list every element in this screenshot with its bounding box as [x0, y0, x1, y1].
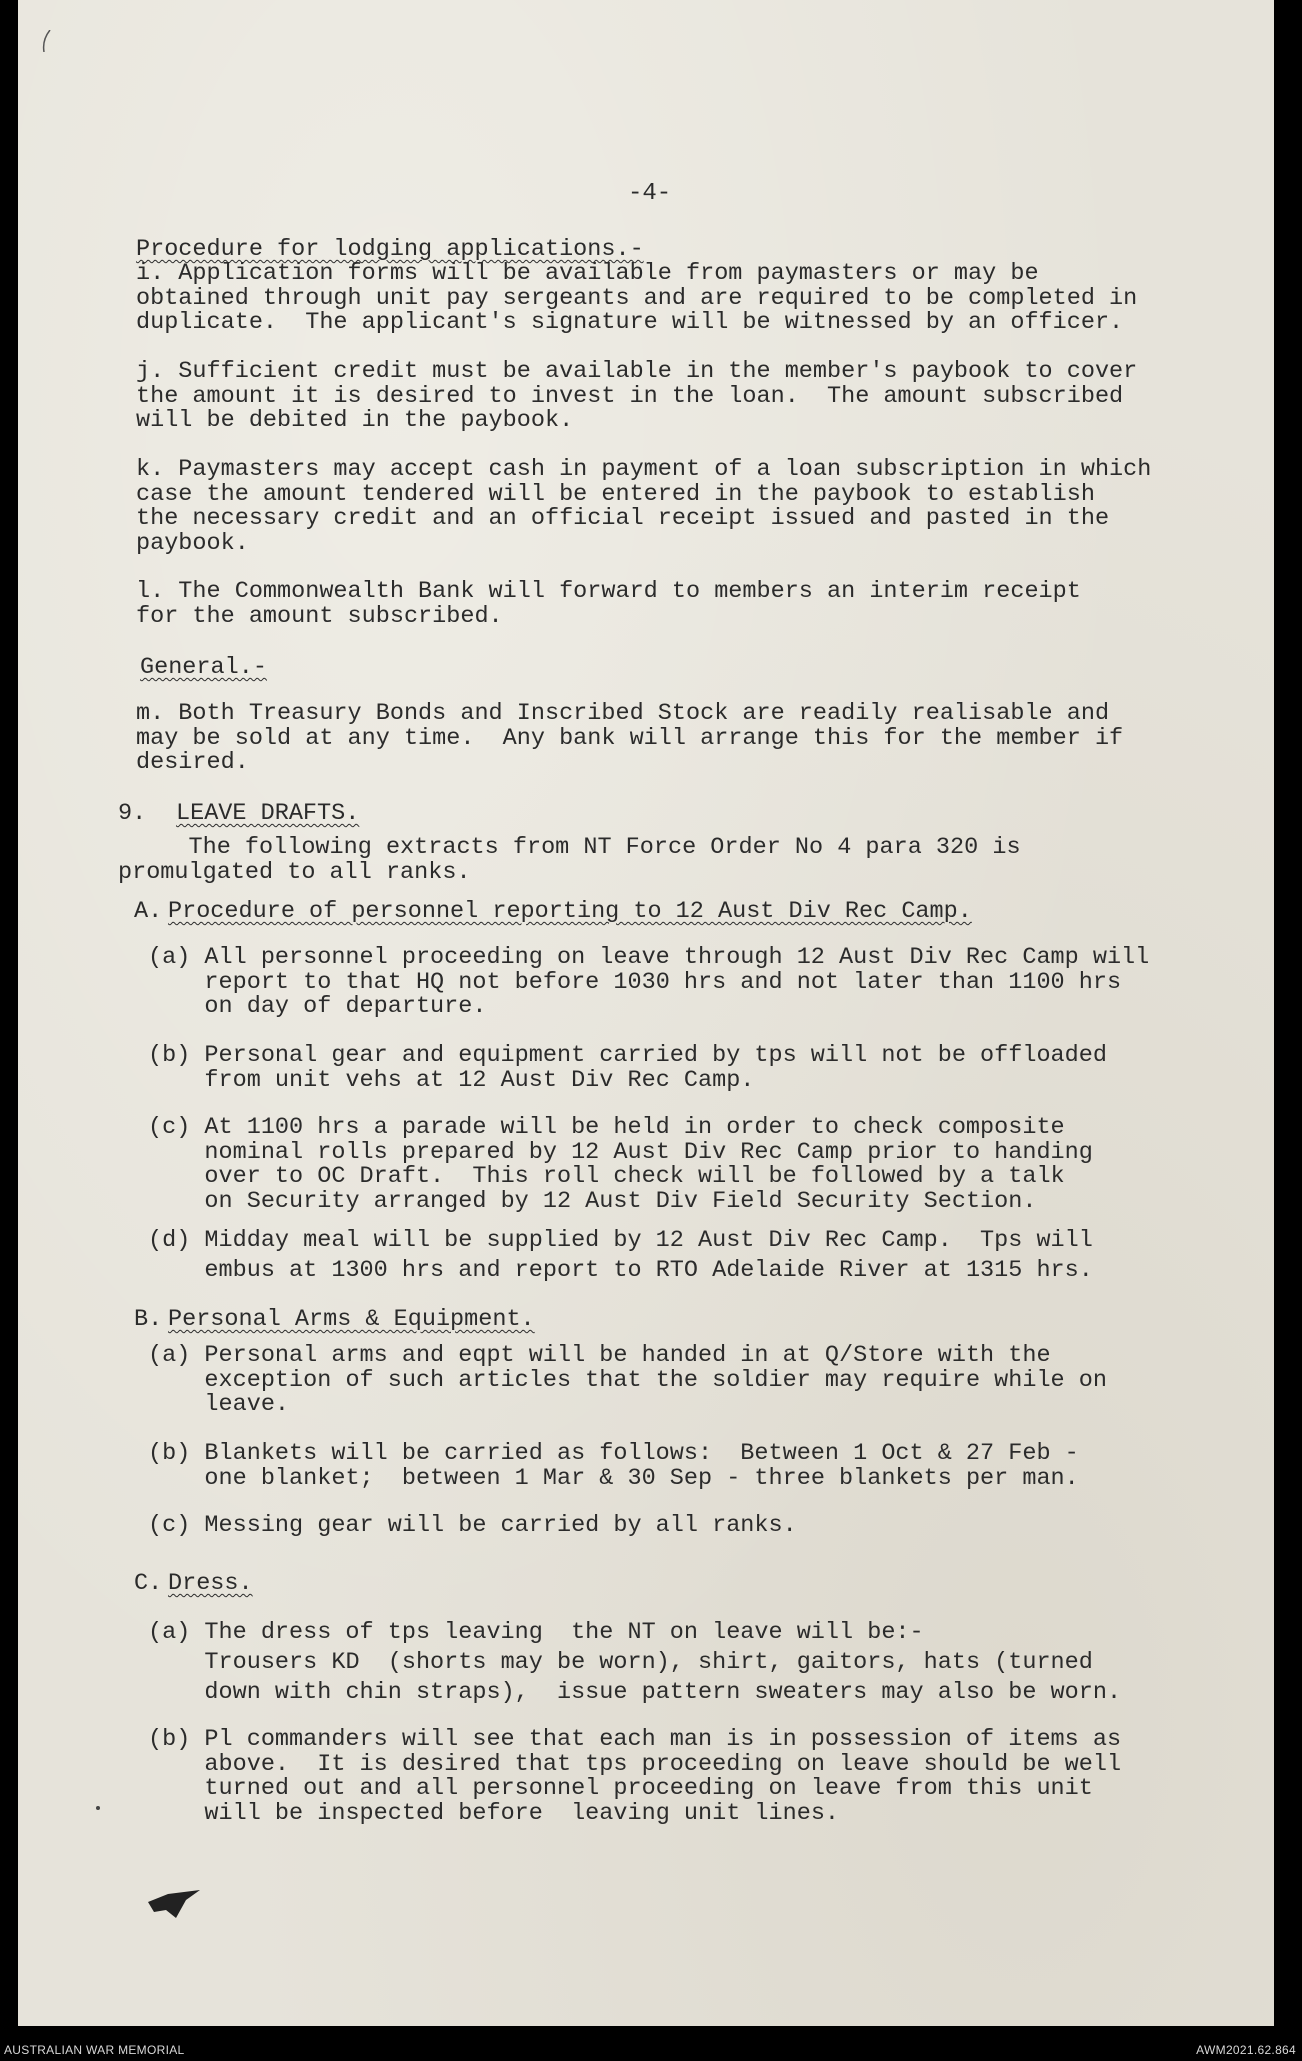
footer-reference-code: AWM2021.62.864 [1196, 2043, 1296, 2057]
section-number-9: 9. [118, 800, 147, 827]
paragraph-i: i. Application forms will be available from paymasters or may be obtained through unit pay sergeants and are required to be completed in duplicate. The applicant's signature will be witnessed by an officer. [136, 260, 1138, 336]
torn-hole-icon [146, 1888, 202, 1924]
leave-drafts-heading: LEAVE DRAFTS. [176, 800, 360, 827]
section-a-item-b: (b) Personal gear and equipment carried by tps will not be offloaded from unit vehs at 12 Aust Div Rec Camp. [148, 1042, 1107, 1094]
section-b-item-c: (c) Messing gear will be carried by all ranks. [148, 1512, 797, 1539]
leave-intro: The following extracts from NT Force Order No 4 para 320 is promulgated to all ranks. [118, 834, 1021, 886]
section-c-item-a: (a) The dress of tps leaving the NT on leave will be:- Trousers KD (shorts may be worn), shirt, gaitors, hats (turned down with chin straps), issue pattern sweaters may also be worn. [148, 1619, 1122, 1706]
section-c-label: C. [134, 1570, 163, 1597]
paragraph-k: k. Paymasters may accept cash in payment of a loan subscription in which case the amount tendered will be entered in the paybook to establish the necessary credit and an official receipt issued and pasted in the paybook. [136, 456, 1152, 557]
paragraph-m: m. Both Treasury Bonds and Inscribed Stock are readily realisable and may be sold at any time. Any bank will arrange this for the member if desired. [136, 700, 1124, 776]
section-c-item-b: (b) Pl commanders will see that each man is in possession of items as above. It is desired that tps proceeding on leave should be well turned out and all personnel proceeding on leave from this unit will be inspected before leaving unit lines. [148, 1726, 1122, 1827]
section-a-item-d: (d) Midday meal will be supplied by 12 Aust Div Rec Camp. Tps will embus at 1300 hrs and report to RTO Adelaide River at 1315 hrs. [148, 1227, 1093, 1284]
footer-archive-name: AUSTRALIAN WAR MEMORIAL [4, 2043, 185, 2057]
section-a-item-a: (a) All personnel proceeding on leave through 12 Aust Div Rec Camp will report to that HQ not before 1030 hrs and not later than 1100 hrs on day of departure. [148, 944, 1150, 1020]
paragraph-l: l. The Commonwealth Bank will forward to members an interim receipt for the amount subscribed. [136, 578, 1081, 630]
paragraph-j: j. Sufficient credit must be available in the member's paybook to cover the amount it is desired to invest in the loan. The amount subscribed will be debited in the paybook. [136, 358, 1138, 434]
section-a-heading: Procedure of personnel reporting to 12 Aust Div Rec Camp. [168, 898, 972, 925]
corner-mark-icon [40, 30, 54, 52]
page-number: -4- [628, 180, 672, 207]
section-b-item-a: (a) Personal arms and eqpt will be handed in at Q/Store with the exception of such articles that the soldier may require while on leave. [148, 1342, 1107, 1418]
section-a-label: A. [134, 898, 163, 925]
procedure-heading: Procedure for lodging applications.- [136, 236, 644, 263]
general-heading: General.- [140, 654, 267, 681]
section-b-heading: Personal Arms & Equipment. [168, 1306, 535, 1333]
section-c-heading: Dress. [168, 1570, 253, 1597]
document-page [18, 0, 1274, 2026]
section-b-label: B. [134, 1306, 163, 1333]
section-b-item-b: (b) Blankets will be carried as follows: Between 1 Oct & 27 Feb - one blanket; between 1 Mar & 30 Sep - three blankets per man. [148, 1440, 1079, 1492]
section-a-item-c: (c) At 1100 hrs a parade will be held in order to check composite nominal rolls prepared by 12 Aust Div Rec Camp prior to handing over to OC Draft. This roll check will be followed by a talk on Security arranged by 12 Aust Div Field Security Section. [148, 1114, 1093, 1215]
margin-dot [96, 1806, 100, 1810]
